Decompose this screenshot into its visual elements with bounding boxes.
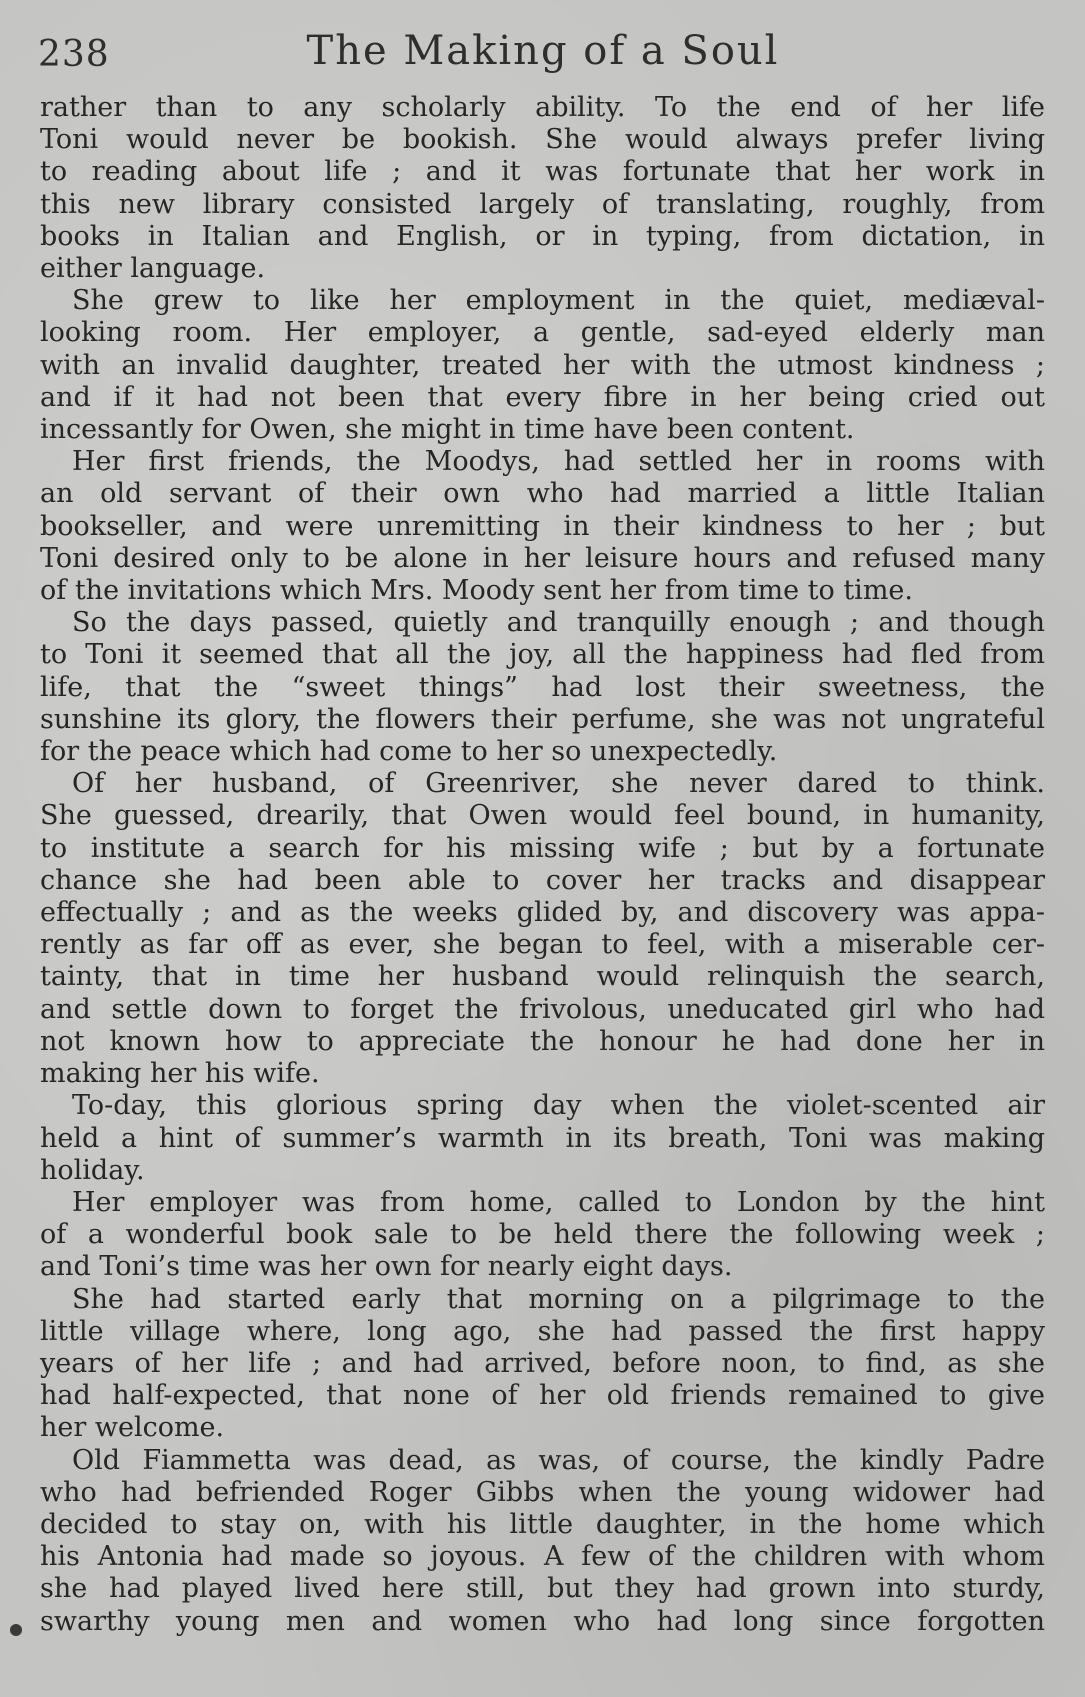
body-text	[40, 92, 1045, 1638]
text-line: decided to stay on, with his little daughter, in the home which	[40, 1508, 1045, 1540]
text-line: this new library consisted largely of translating, roughly, from	[40, 188, 1045, 220]
text-line: and if it had not been that every fibre in her being cried out	[40, 381, 1045, 413]
text-line: swarthy young men and women who had long since forgotten	[40, 1605, 1045, 1637]
text-line: So the days passed, quietly and tranquilly enough ; and though	[72, 607, 1045, 639]
text-line: Her first friends, the Moodys, had settled her in rooms with	[72, 446, 1045, 478]
text-line: Of her husband, of Greenriver, she never dared to think.	[72, 768, 1045, 800]
text-line: Toni desired only to be alone in her leisure hours and refused many	[40, 542, 1045, 574]
text-line: Her employer was from home, called to London by the hint	[72, 1186, 1045, 1218]
text-line: her welcome.	[40, 1412, 225, 1444]
text-line: life, that the “sweet things” had lost their sweetness, the	[40, 671, 1045, 703]
text-line: little village where, long ago, she had passed the first happy	[40, 1315, 1045, 1347]
text-line: Toni would never be bookish. She would always prefer living	[40, 124, 1045, 156]
running-title: The Making of a Soul	[306, 28, 780, 74]
text-line: effectually ; and as the weeks glided by, and discovery was appa-	[40, 897, 1045, 929]
text-line: held a hint of summer’s warmth in its breath, Toni was making	[40, 1122, 1045, 1154]
text-line: tainty, that in time her husband would relinquish the search,	[40, 961, 1045, 993]
text-line: She guessed, drearily, that Owen would feel bound, in humanity,	[40, 800, 1045, 832]
text-line: of the invitations which Mrs. Moody sent her from time to time.	[40, 575, 913, 607]
margin-ink-mark	[10, 1624, 22, 1636]
text-line: rather than to any scholarly ability. To the end of her life	[40, 92, 1045, 123]
text-line: had half-expected, that none of her old friends remained to give	[40, 1380, 1045, 1412]
page-number: 238	[38, 34, 110, 75]
text-line: who had befriended Roger Gibbs when the young widower had	[40, 1476, 1045, 1508]
text-line: Old Fiammetta was dead, as was, of course, the kindly Padre	[72, 1444, 1045, 1476]
text-line: To-day, this glorious spring day when the violet-scented air	[72, 1090, 1045, 1122]
text-line: and settle down to forget the frivolous, uneducated girl who had	[40, 993, 1045, 1025]
text-line: books in Italian and English, or in typing, from dictation, in	[40, 220, 1045, 252]
text-line: chance she had been able to cover her tracks and disappear	[40, 864, 1045, 896]
text-line: his Antonia had made so joyous. A few of the children with whom	[40, 1541, 1045, 1573]
text-line: she had played lived here still, but they had grown into sturdy,	[40, 1573, 1045, 1605]
text-line: with an invalid daughter, treated her with the utmost kindness ;	[40, 349, 1045, 381]
text-line: bookseller, and were unremitting in their kindness to her ; but	[40, 510, 1045, 542]
text-line: for the peace which had come to her so unexpectedly.	[40, 736, 778, 768]
text-line: to Toni it seemed that all the joy, all the happiness had fled from	[40, 639, 1045, 671]
text-line: sunshine its glory, the flowers their perfume, she was not ungrateful	[40, 703, 1045, 735]
text-line: making her his wife.	[40, 1058, 320, 1090]
text-line: She grew to like her employment in the quiet, mediæval-	[72, 285, 1045, 317]
text-line: holiday.	[40, 1154, 145, 1186]
text-line: to reading about life ; and it was fortunate that her work in	[40, 156, 1045, 188]
text-line: an old servant of their own who had married a little Italian	[40, 478, 1045, 510]
text-line: not known how to appreciate the honour he had done her in	[40, 1025, 1045, 1057]
text-line: years of her life ; and had arrived, before noon, to find, as she	[40, 1347, 1045, 1379]
text-line: and Toni’s time was her own for nearly eight days.	[40, 1251, 733, 1283]
text-line: of a wonderful book sale to be held there the following week ;	[40, 1219, 1045, 1251]
text-line: She had started early that morning on a pilgrimage to the	[72, 1283, 1045, 1315]
text-line: incessantly for Owen, she might in time have been content.	[40, 414, 855, 446]
text-line: either language.	[40, 253, 266, 285]
text-line: rently as far off as ever, she began to feel, with a miserable cer-	[40, 929, 1045, 961]
text-line: to institute a search for his missing wife ; but by a fortunate	[40, 832, 1045, 864]
text-line: looking room. Her employer, a gentle, sad-eyed elderly man	[40, 317, 1045, 349]
page-header	[38, 26, 1048, 86]
